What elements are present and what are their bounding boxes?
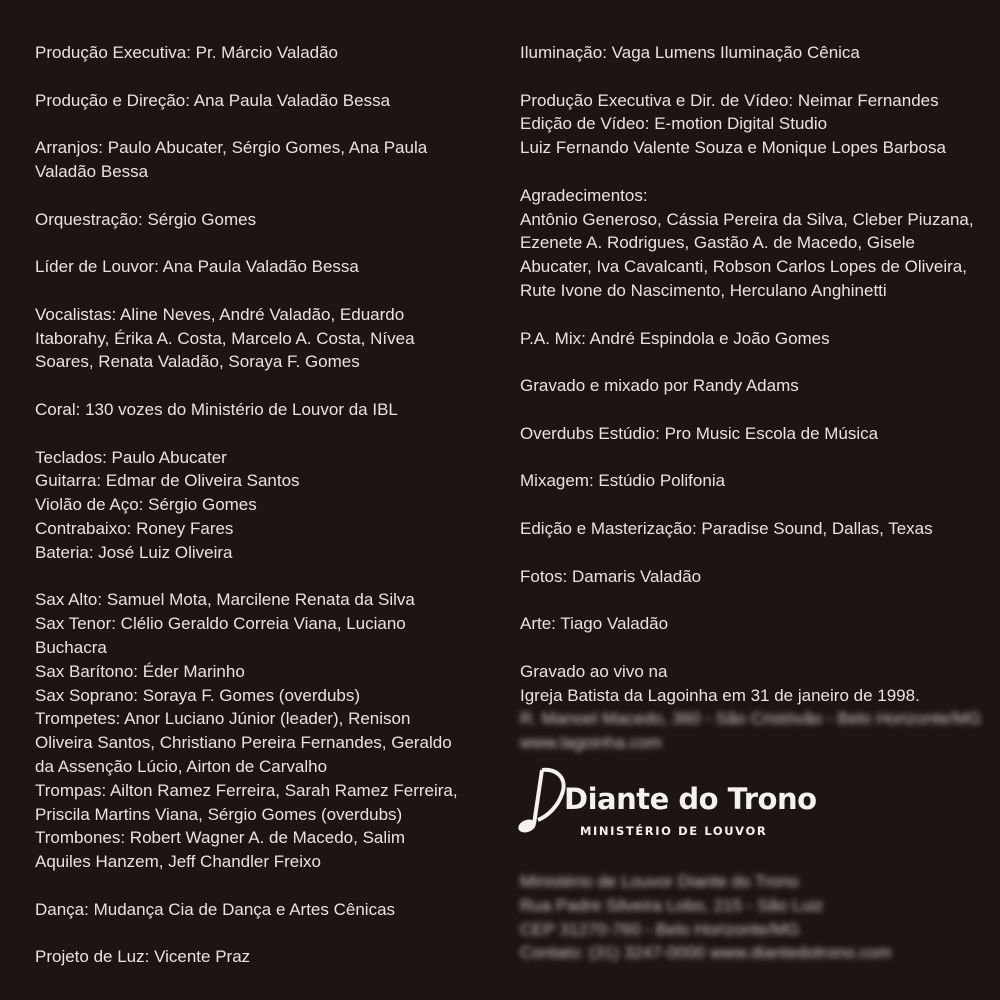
credit-line: Sax Tenor: Clélio Geraldo Correia Viana, Luciano [35,614,406,634]
credit-line: Edição de Vídeo: E-motion Digital Studio [520,114,828,134]
credit-block [35,588,475,874]
credit-line: da Assenção Lúcio, Airton de Carvalho [35,756,328,776]
credit-block [520,327,985,351]
credit-line: Priscila Martins Viana, Sérgio Gomes (overdubs) [35,804,403,824]
credit-line: Soares, Renata Valadão, Soraya F. Gomes [35,352,360,372]
credit-block [35,89,475,113]
credit-block [520,184,985,303]
credit-block [520,517,985,541]
credit-line: Gravado e mixado por Randy Adams [520,376,799,396]
credit-line: Bateria: José Luiz Oliveira [35,542,233,562]
credit-block [35,136,475,184]
credit-block [35,898,475,922]
credit-line: Líder de Louvor: Ana Paula Valadão Bessa [35,257,359,277]
credit-line: Vocalistas: Aline Neves, André Valadão, Eduardo [35,304,405,324]
credit-line: Luiz Fernando Valente Souza e Monique Lopes Barbosa [520,138,946,158]
credit-line: Arte: Tiago Valadão [520,614,669,634]
credit-line: Teclados: Paulo Abucater [35,447,227,467]
credit-line: Produção Executiva: Pr. Márcio Valadão [35,43,339,62]
credit-block [35,208,475,232]
credit-block [35,446,475,565]
credit-line: Abucater, Iva Cavalcanti, Robson Carlos Lopes de Oliveira, [520,257,967,277]
logo-title: Diante do Trono [564,782,817,816]
credit-line: Sax Barítono: Éder Marinho [35,661,245,681]
credit-line: Antônio Generoso, Cássia Pereira da Silva, Cleber Piuzana, [520,209,974,229]
credit-block [520,422,985,446]
footer-line: Rua Padre Silveira Lobo, 215 - São Luiz [520,895,824,915]
credit-line: Orquestração: Sérgio Gomes [35,209,257,229]
credit-line: Agradecimentos: [520,185,648,205]
credit-line: Arranjos: Paulo Abucater, Sérgio Gomes, Ana Paula [35,138,428,158]
credit-line: Dança: Mudança Cia de Dança e Artes Cênicas [35,899,396,919]
credit-line: Valadão Bessa [35,161,149,181]
credit-block [35,945,475,969]
credit-block [520,660,985,708]
credit-line: Guitarra: Edmar de Oliveira Santos [35,471,300,491]
credit-line: Violão de Aço: Sérgio Gomes [35,495,257,515]
address-line: R. Manoel Macedo, 360 - São Cristóvão - Belo Horizonte/MG [520,709,982,729]
credit-line: Mixagem: Estúdio Polifonia [520,471,726,491]
footer-line: Ministério de Louvor Diante do Trono [520,872,799,891]
credit-line: Trompetes: Anor Luciano Júnior (leader), Renison [35,709,411,729]
music-note-icon [512,764,572,844]
credit-line: Aquiles Hanzem, Jeff Chandler Freixo [35,852,321,872]
credit-block [35,303,475,374]
credit-line: Trompas: Ailton Ramez Ferreira, Sarah Ramez Ferreira, [35,780,458,800]
logo-subtitle: MINISTÉRIO DE LOUVOR [580,824,768,838]
blurred-address [520,707,985,755]
credit-line: Edição e Masterização: Paradise Sound, Dallas, Texas [520,518,933,538]
credit-block [35,398,475,422]
credit-block [35,255,475,279]
credit-line: Projeto de Luz: Vicente Praz [35,947,251,967]
credit-line: Rute Ivone do Nascimento, Herculano Anghinetti [520,280,887,300]
credit-block [520,612,985,636]
credits-right-column [520,41,985,779]
credit-line: Produção Executiva e Dir. de Vídeo: Neimar Fernandes [520,90,939,110]
credit-block [520,565,985,589]
credit-line: Sax Alto: Samuel Mota, Marcilene Renata da Silva [35,590,415,610]
credit-block [520,41,985,65]
credit-line: Buchacra [35,637,107,657]
credit-line: Produção e Direção: Ana Paula Valadão Bessa [35,90,391,110]
footer-line: Contato: (31) 3247-0000 www.diantedotrono.com [520,943,892,963]
credit-line: Gravado ao vivo na [520,661,668,681]
credit-line: P.A. Mix: André Espindola e João Gomes [520,328,830,348]
credit-line: Trombones: Robert Wagner A. de Macedo, Salim [35,828,406,848]
credit-block [520,89,985,160]
footer-contact-blurred [520,870,950,965]
address-line: www.lagoinha.com [520,733,662,753]
credit-line: Oliveira Santos, Christiano Pereira Fernandes, Geraldo [35,733,452,753]
credit-line: Fotos: Damaris Valadão [520,566,702,586]
credits-left-column [35,41,475,993]
credit-line: Contrabaixo: Roney Fares [35,518,234,538]
credit-block [520,469,985,493]
credit-block [520,374,985,398]
footer-line: CEP 31270-760 - Belo Horizonte/MG [520,919,800,939]
credit-line: Sax Soprano: Soraya F. Gomes (overdubs) [35,685,361,705]
diante-do-trono-logo [512,764,817,844]
credit-line: Iluminação: Vaga Lumens Iluminação Cênica [520,43,860,62]
credit-line: Itaborahy, Érika A. Costa, Marcelo A. Costa, Nívea [35,328,415,348]
credit-line: Ezenete A. Rodrigues, Gastão A. de Macedo, Gisele [520,233,916,253]
credit-line: Coral: 130 vozes do Ministério de Louvor da IBL [35,399,398,419]
credit-line: Overdubs Estúdio: Pro Music Escola de Música [520,423,879,443]
credit-block [35,41,475,65]
credit-line: Igreja Batista da Lagoinha em 31 de janeiro de 1998. [520,685,920,705]
